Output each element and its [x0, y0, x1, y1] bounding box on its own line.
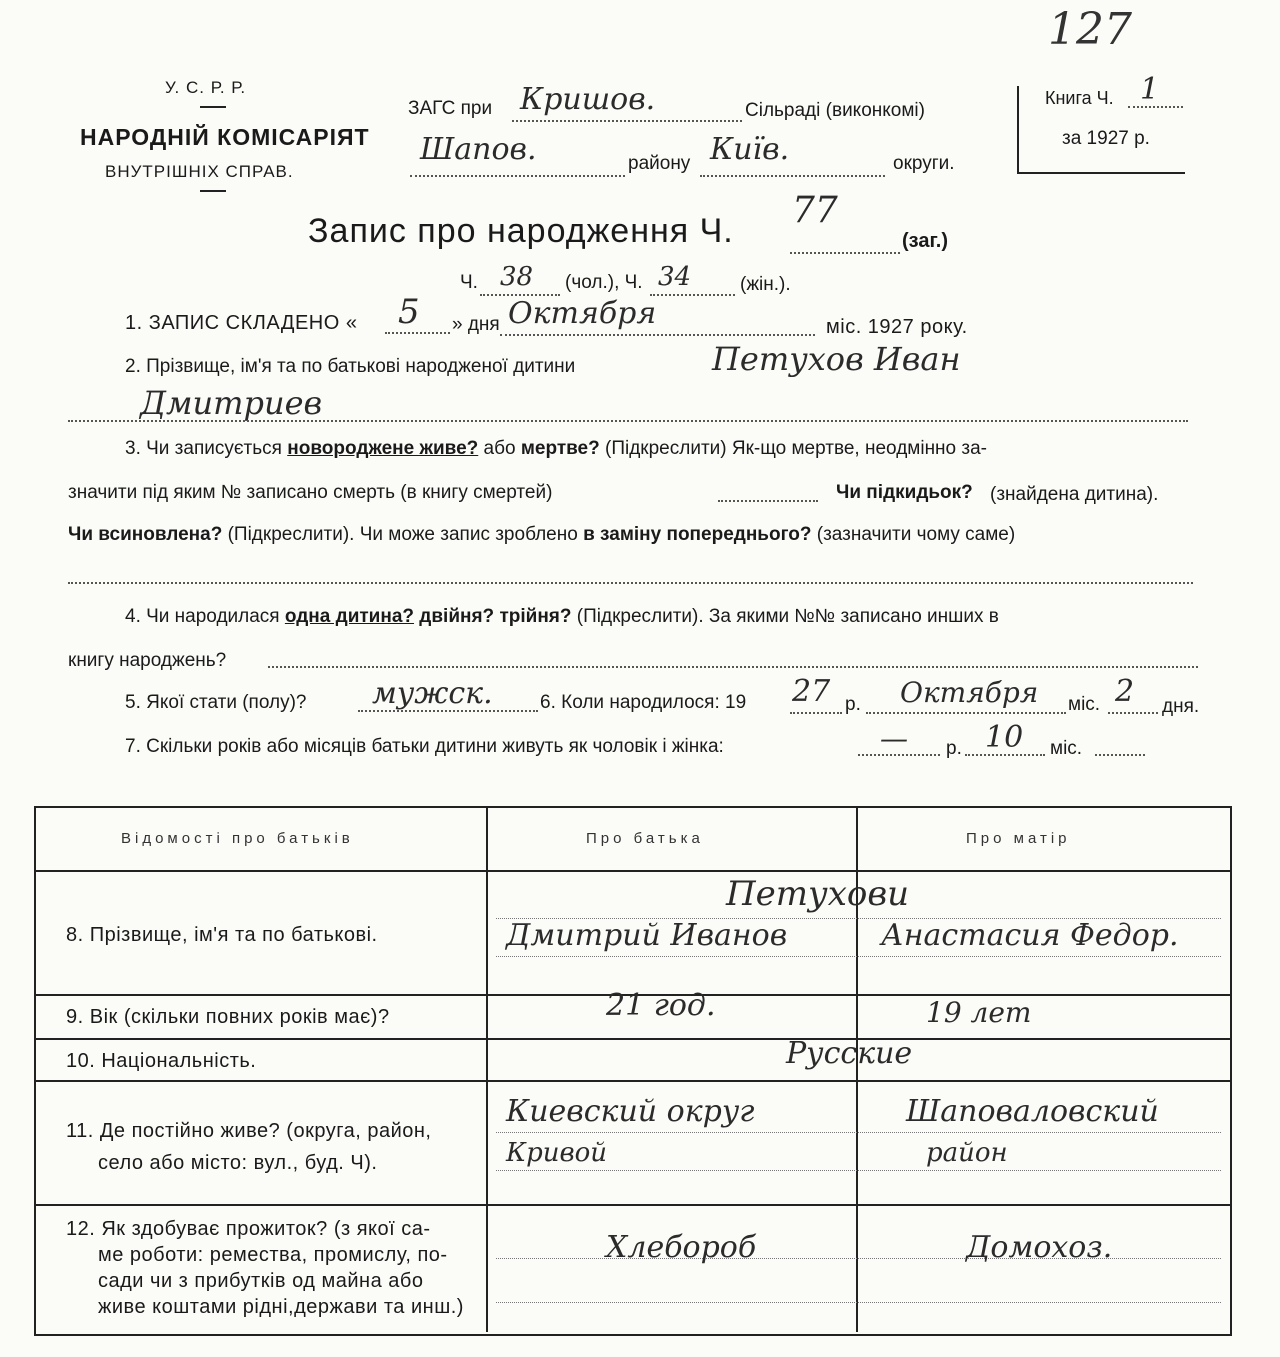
guide-line: [496, 1132, 1221, 1133]
header-row-border: [36, 870, 1230, 872]
field4-single-option: одна дитина?: [284, 606, 415, 627]
field3-dead-option: мертве?: [520, 438, 600, 459]
field7-years-handwritten: —: [880, 722, 908, 755]
field3-line3-b: (Підкреслити). Чи може запис зроблено: [227, 524, 578, 545]
row8-surname-handwritten: Петухови: [726, 874, 910, 914]
field4-line: [268, 666, 1198, 668]
guide-line: [496, 956, 1221, 957]
female-count-suffix: (жін.).: [740, 274, 791, 295]
row12-label-2: ме роботи: ремества, промислу, по-: [98, 1244, 448, 1266]
field3-foundling: Чи підкидьок?: [836, 482, 973, 503]
field7-years-line: [858, 754, 940, 756]
republic-label: У. С. Р. Р.: [165, 78, 247, 97]
field6-month-line: [866, 712, 1066, 714]
row11-label-2: село або місто: вул., буд. Ч).: [98, 1152, 378, 1174]
field5-label: 5. Якої стати (полу)?: [125, 692, 307, 713]
parents-table: [34, 806, 1232, 1336]
field6-year-handwritten: 27: [792, 674, 831, 709]
department-label: ВНУТРІШНІХ СПРАВ.: [105, 162, 294, 181]
field4-line2: книгу народжень?: [68, 650, 227, 671]
row9-mother-handwritten: 19 лет: [926, 996, 1032, 1029]
page-number: 127: [1048, 4, 1132, 55]
row12-father-handwritten: Хлебороб: [606, 1230, 757, 1265]
field6-r: р.: [845, 694, 861, 715]
row12-label-4: живе коштами рідні,держави та инш.): [98, 1296, 464, 1318]
header-father: Про батька: [586, 830, 704, 847]
row10-label: 10. Національність.: [66, 1050, 257, 1072]
zags-okruha-line: [700, 175, 885, 177]
row12-label-1: 12. Як здобуває прожиток? (з якої са-: [66, 1218, 431, 1240]
row-border: [36, 1038, 1230, 1040]
field3-found-child: (знайдена дитина).: [990, 484, 1159, 505]
row-border: [36, 1080, 1230, 1082]
field3-a: 3. Чи записується: [125, 438, 282, 459]
book-number-handwritten: 1: [1140, 72, 1160, 107]
zags-district-handwritten: Шапов.: [420, 132, 537, 167]
field6-mis: міс.: [1068, 694, 1101, 715]
book-year: за 1927 р.: [1062, 128, 1150, 149]
divider: [200, 190, 226, 192]
row8-mother-handwritten: Анастасия Федор.: [881, 918, 1179, 953]
field2-line: [68, 420, 1188, 422]
row8-label: 8. Прізвище, ім'я та по батькові.: [66, 924, 378, 946]
field7-r: р.: [946, 738, 962, 759]
row11-label-1: 11. Де постійно живе? (округа, район,: [66, 1120, 432, 1142]
field4-triplets-option: трійня?: [499, 606, 572, 627]
book-number-line: [1128, 106, 1183, 108]
field3-line2-a: значити під яким № записано смерть (в книгу смертей): [68, 482, 553, 503]
field3-line3: [68, 524, 1015, 546]
row11-mother-handwritten-2: район: [926, 1138, 1008, 1168]
male-count-handwritten: 38: [500, 262, 534, 292]
guide-line: [496, 1302, 1221, 1303]
field5-handwritten: мужск.: [372, 676, 493, 711]
column-divider: [486, 808, 488, 1332]
zags-village-handwritten: Кришов.: [520, 82, 656, 117]
row11-father-handwritten-2: Кривой: [506, 1138, 608, 1168]
field6-month-handwritten: Октября: [900, 676, 1039, 709]
header-mother: Про матір: [966, 830, 1071, 847]
male-count-label: Ч.: [460, 272, 478, 293]
field6-year-line: [790, 712, 842, 714]
field3-e: (Підкреслити) Як-що мертве, неодмінно за-: [605, 438, 988, 459]
field7-months-handwritten: 10: [985, 720, 1024, 755]
female-count-line: [650, 294, 735, 296]
field6-dnya: дня.: [1162, 696, 1200, 717]
field3-intro: [125, 438, 987, 460]
document-title: Запис про народження Ч.: [308, 212, 734, 250]
commissariat-title: НАРОДНІЙ КОМІСАРІЯТ: [80, 124, 370, 150]
field1-day-line: [385, 332, 450, 334]
field4-e: (Підкреслити). За якими №№ записано инших в: [576, 606, 999, 627]
row10-nationality-handwritten: Русские: [786, 1036, 913, 1071]
guide-line: [496, 1170, 1221, 1171]
zags-district-label: району: [628, 153, 691, 174]
male-count-suffix: (чол.), Ч.: [565, 272, 643, 293]
field1-label: 1. ЗАПИС СКЛАДЕНО «: [125, 312, 358, 334]
row12-label-3: сади чи з прибутків од майна або: [98, 1270, 424, 1292]
field6-label: 6. Коли народилося: 19: [540, 692, 747, 713]
row11-father-handwritten: Киевский округ: [506, 1094, 755, 1129]
field7-months-line: [965, 754, 1045, 756]
field5-line: [358, 710, 538, 712]
title-suffix: (заг.): [902, 230, 949, 252]
field1-end: міс. 1927 року.: [826, 316, 968, 338]
row9-father-handwritten: 21 год.: [606, 988, 716, 1023]
field3-alive-option: новороджене живе?: [287, 438, 479, 459]
zags-okruha-label: округи.: [893, 153, 955, 174]
zags-okruha-handwritten: Київ.: [710, 132, 790, 167]
row11-mother-handwritten: Шаповаловский: [906, 1094, 1159, 1129]
book-box-left-border: [1017, 86, 1019, 174]
field3-death-number-line: [718, 500, 818, 502]
field7-label: 7. Скільки років або місяців батьки дитини живуть як чоловік і жінка:: [125, 736, 724, 757]
field3-replacement: в заміну попереднього?: [583, 524, 812, 545]
row-border: [36, 1204, 1230, 1206]
field3-line3-d: (зазначити чому саме): [816, 524, 1016, 545]
zags-district-line: [410, 175, 625, 177]
title-number-handwritten: 77: [792, 190, 838, 231]
female-count-handwritten: 34: [658, 262, 692, 292]
zags-council: Сільраді (виконкомі): [745, 100, 925, 121]
row9-label: 9. Вік (скільки повних років має)?: [66, 1006, 390, 1028]
field4-intro: [125, 606, 999, 628]
field3-adopted: Чи всиновлена?: [68, 524, 223, 545]
field2-label: 2. Прізвище, ім'я та по батькові народженої дитини: [125, 356, 576, 377]
field2-handwritten-1: Петухов Иван: [712, 340, 961, 378]
field3-blank-line: [68, 582, 1193, 584]
field1-day-handwritten: 5: [398, 292, 420, 332]
title-number-line: [790, 252, 900, 254]
field7-end-line: [1095, 754, 1145, 756]
zags-prefix: ЗАГС при: [408, 98, 493, 119]
divider: [200, 106, 226, 108]
book-label: Книга Ч.: [1045, 88, 1114, 108]
field3-or: або: [483, 438, 516, 459]
field7-mis: міс.: [1050, 738, 1083, 759]
field6-day-handwritten: 2: [1115, 674, 1135, 709]
field1-mid: » дня: [452, 314, 500, 335]
row12-mother-handwritten: Домохоз.: [966, 1230, 1113, 1265]
field2-handwritten-2: Дмитриев: [140, 384, 323, 422]
field4-twins-option: двійня?: [419, 606, 495, 627]
field1-month-line: [500, 334, 815, 336]
zags-village-line: [512, 120, 742, 122]
field1-month-handwritten: Октября: [508, 296, 657, 331]
book-box-bottom-border: [1017, 172, 1185, 174]
row8-father-handwritten: Дмитрий Иванов: [506, 918, 788, 953]
header-parents-info: Відомості про батьків: [121, 830, 354, 847]
field4-a: 4. Чи народилася: [125, 606, 280, 627]
field6-day-line: [1108, 712, 1158, 714]
